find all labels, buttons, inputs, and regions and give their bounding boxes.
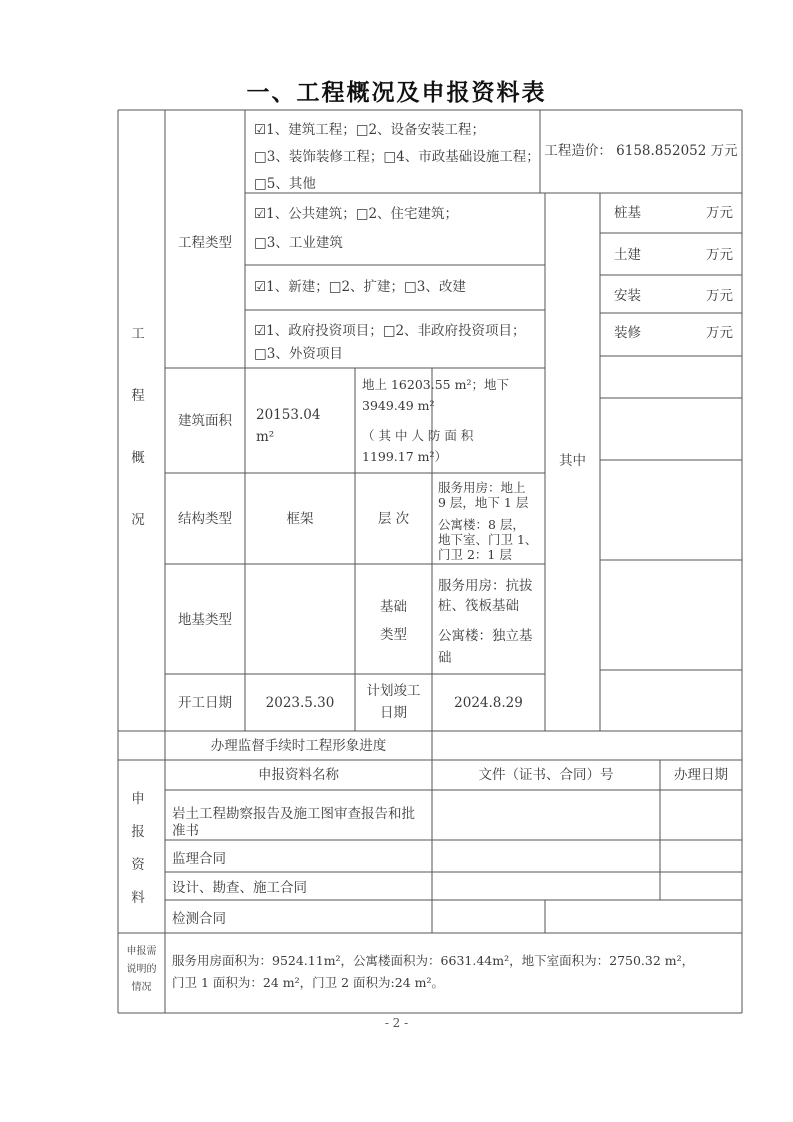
section-materials-char: 申	[131, 791, 145, 807]
project-type-label: 工程类型	[178, 235, 232, 251]
page-title: 一、工程概况及申报资料表	[246, 79, 547, 106]
area-detail-line-1: 地上 16203.55 m²；地下	[362, 377, 509, 392]
remarks-line-1: 服务用房面积为：9524.11m²，公寓楼面积为：6631.44m²，地下室面积为：2750.32 m²，	[172, 953, 695, 968]
area-value: 20153.04	[256, 407, 321, 423]
floors-label: 层 次	[377, 511, 410, 527]
section-materials-char: 资	[131, 857, 145, 873]
base-type-line-4: 础	[438, 650, 452, 666]
area-detail-line-4: 1199.17 m²）	[362, 449, 448, 464]
investment-type-line-2: □3、外资项目	[254, 346, 343, 362]
column-header-name: 申报资料名称	[258, 767, 339, 783]
base-type-line-3: 公寓楼：独立基	[438, 628, 533, 644]
material-name: 监理合同	[172, 851, 226, 867]
remarks-label: 说明的	[126, 964, 157, 975]
construction-nature: ☑1、新建；□2、扩建；□3、改建	[254, 279, 466, 295]
section-materials-char: 料	[131, 890, 145, 906]
material-name: 检测合同	[172, 911, 226, 927]
base-type-line-1: 服务用房：抗拔	[438, 578, 533, 594]
base-type-label: 基础	[380, 599, 407, 615]
investment-type-line-1: ☑1、政府投资项目；□2、非政府投资项目；	[254, 323, 526, 339]
cost-breakdown-label: 其中	[559, 453, 586, 469]
remarks-line-2: 门卫 1 面积为：24 m²，门卫 2 面积为:24 m²。	[172, 975, 444, 990]
floors-line-3: 公寓楼：8 层，	[438, 517, 525, 532]
section-materials-char: 报	[131, 824, 145, 840]
structure-value: 框架	[286, 511, 314, 527]
start-date-value: 2023.5.30	[265, 695, 335, 711]
project-kind-line-2: □3、装饰装修工程；□4、市政基础设施工程；	[254, 149, 540, 165]
base-type-line-2: 桩、筏板基础	[438, 598, 519, 614]
material-name-cont: 准书	[172, 823, 199, 839]
cost-item-name: 安装	[614, 288, 641, 304]
remarks-label: 申报需	[126, 946, 157, 957]
base-type-label: 类型	[380, 627, 407, 643]
project-kind-line-1: ☑1、建筑工程；□2、设备安装工程；	[254, 122, 486, 138]
section-overview-char: 概	[131, 450, 145, 466]
column-header-number: 文件（证书、合同）号	[478, 767, 614, 783]
start-date-label: 开工日期	[178, 695, 232, 711]
area-label: 建筑面积	[178, 413, 232, 429]
section-overview-char: 程	[131, 388, 145, 404]
remarks-label: 情况	[131, 982, 152, 993]
cost-item-unit: 万元	[706, 247, 733, 263]
cost-item-unit: 万元	[706, 205, 733, 221]
section-overview-char: 况	[131, 512, 145, 528]
structure-label: 结构类型	[178, 511, 232, 527]
floors-line-5: 门卫 2：1 层	[438, 547, 512, 562]
section-overview-char: 工	[131, 326, 145, 342]
foundation-label: 地基类型	[178, 612, 232, 628]
building-use-line-2: □3、工业建筑	[254, 235, 343, 251]
progress-label: 办理监督手续时工程形象进度	[210, 738, 387, 754]
project-cost: 工程造价： 6158.852052 万元	[544, 143, 738, 159]
building-use-line-1: ☑1、公共建筑；□2、住宅建筑；	[254, 206, 459, 222]
column-header-date: 办理日期	[674, 767, 728, 783]
planned-completion-value: 2024.8.29	[454, 695, 523, 711]
cost-item-name: 装修	[614, 325, 641, 341]
material-name: 设计、勘查、施工合同	[172, 880, 307, 896]
floors-line-1: 服务用房：地上	[438, 480, 526, 495]
cost-item-name: 桩基	[614, 205, 641, 221]
floors-line-4: 地下室、门卫 1、	[438, 532, 538, 547]
planned-completion-label: 日期	[380, 705, 407, 721]
planned-completion-label: 计划竣工	[366, 683, 421, 699]
area-detail-line-2: 3949.49 m²	[362, 398, 435, 413]
project-kind-line-3: □5、其他	[254, 176, 316, 192]
floors-line-2: 9 层，地下 1 层	[438, 495, 529, 510]
area-detail-line-3: （ 其 中 人 防 面 积	[362, 428, 474, 443]
cost-item-unit: 万元	[706, 288, 733, 304]
page-number: - 2 -	[384, 1016, 409, 1030]
material-name: 岩土工程勘察报告及施工图审查报告和批	[172, 806, 415, 822]
area-unit: m²	[256, 429, 275, 445]
cost-item-name: 土建	[614, 247, 641, 263]
cost-item-unit: 万元	[706, 325, 733, 341]
